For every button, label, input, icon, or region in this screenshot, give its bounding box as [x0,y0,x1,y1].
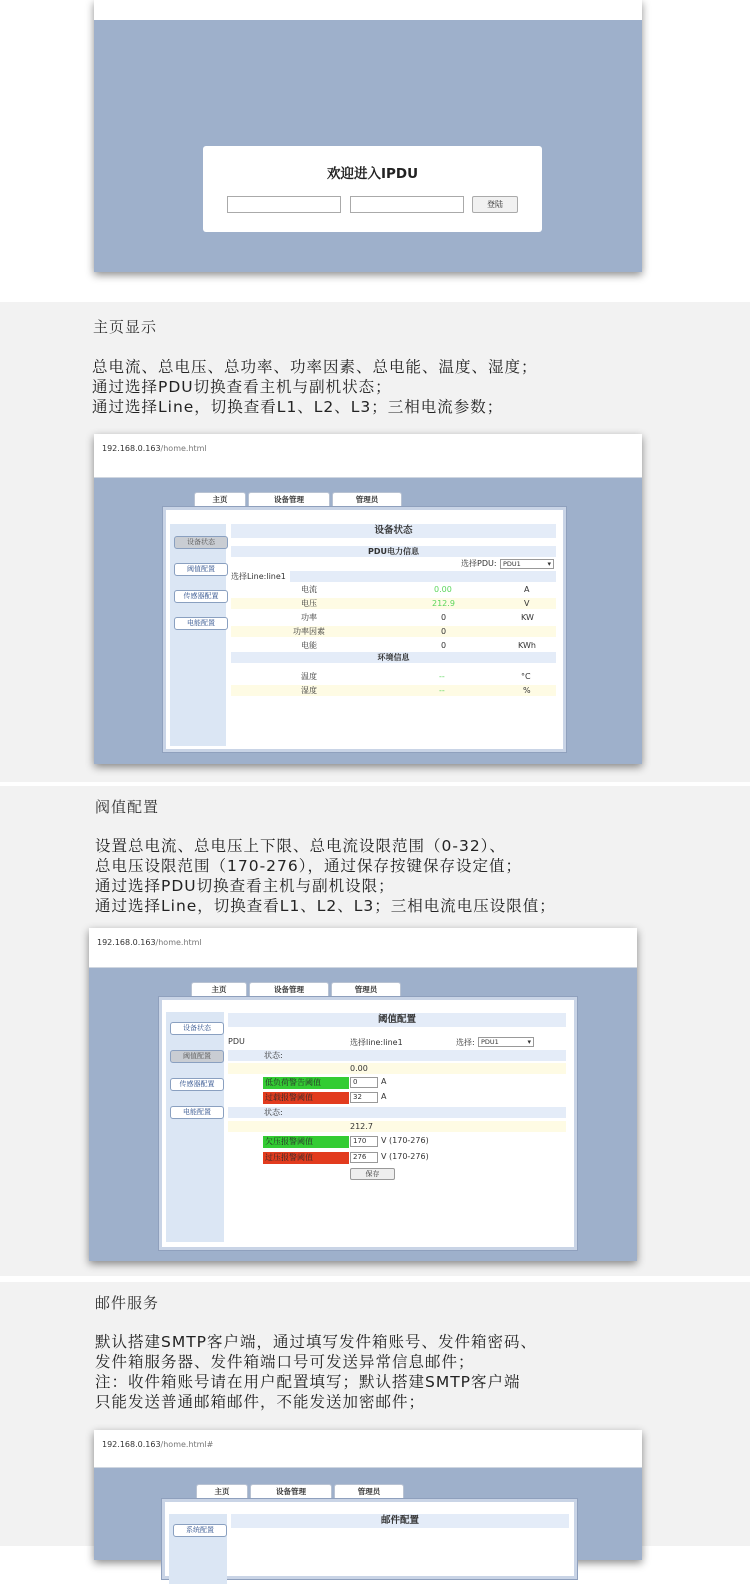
sidebar-item-energy[interactable]: 电能配置 [170,1106,224,1119]
desc-line: 总电流、总电压、总功率、功率因素、总电能、温度、湿度； [92,358,538,376]
tab-admin[interactable]: 管理员 [332,492,402,507]
desc-line: 默认搭建SMTP客户端，通过填写发件箱账号、发件箱密码、 [95,1333,538,1351]
home-screenshot [94,434,642,764]
address-bar [94,1430,642,1468]
desc-line: 通过选择Line，切换查看L1、L2、L3；三相电流参数； [92,398,504,416]
undervolt-unit: V (170-276) [381,1136,429,1145]
overvolt-unit: V (170-276) [381,1152,429,1161]
undervolt-label: 欠压报警阈值 [263,1136,349,1148]
tab-device-management[interactable]: 设备管理 [248,492,330,507]
row-unit: % [523,686,531,695]
pdu-select[interactable]: PDU1 ▾ [478,1037,534,1047]
login-button[interactable]: 登陆 [472,196,518,213]
desc-line: 注：收件箱账号请在用户配置填写；默认搭建SMTP客户端 [95,1373,521,1391]
row-unit: KW [521,613,534,622]
line-row [231,571,556,582]
row-label: 湿度 [301,686,317,695]
sidebar [169,1514,227,1584]
line-label: 选择line:line1 [350,1038,403,1047]
address-path: /home.html [160,444,207,453]
table-row [231,640,556,651]
home-section-desc [92,357,538,417]
current-value: 0.00 [350,1064,368,1073]
sidebar [170,524,226,746]
pdu-select[interactable]: PDU1 ▾ [500,559,554,569]
row-label: 温度 [301,672,317,681]
address-path: /home.html# [160,1440,214,1449]
mail-screenshot [94,1430,642,1560]
login-title: 欢迎进入IPDU [326,166,419,182]
tab-home[interactable]: 主页 [191,982,247,997]
status-row [228,1050,566,1061]
row-value: 0 [441,627,447,636]
save-button[interactable]: 保存 [350,1168,395,1180]
status-header: 设备状态 [231,524,556,538]
row-unit: °C [521,672,531,681]
sidebar-item-threshold[interactable]: 阈值配置 [170,1050,224,1063]
desc-line: 总电压设限范围（170-276），通过保存按键保存设定值； [95,857,523,875]
voltage-value: 212.7 [350,1122,373,1131]
sidebar-item-device-status[interactable]: 设备状态 [174,536,228,549]
row-value: 0 [441,613,447,622]
row-unit: V [524,599,530,608]
tab-home[interactable]: 主页 [194,492,246,507]
sidebar-item-device-status[interactable]: 设备状态 [170,1022,224,1035]
overload-unit: A [381,1092,387,1101]
threshold-content [228,1013,566,1193]
desc-line: 通过选择PDU切换查看主机与副机设限； [95,877,395,895]
tab-home[interactable]: 主页 [196,1484,248,1499]
table-row [231,612,556,623]
overvolt-input[interactable]: 276 [350,1152,378,1163]
mail-section-desc [95,1332,537,1412]
sidebar-item-system-config[interactable]: 系统配置 [173,1524,227,1537]
home-section-title: 主页显示 [93,318,158,336]
sidebar-item-sensor[interactable]: 传感器配置 [174,590,228,603]
mail-content [231,1514,569,1554]
threshold-section-title: 阀值配置 [95,798,160,816]
tab-device-management[interactable]: 设备管理 [250,1484,332,1499]
pdu-info-header: PDU电力信息 [231,546,556,557]
select-pdu-label: 选择PDU: [461,559,497,568]
mail-section [0,1282,750,1546]
line-label: 选择Line:line1 [231,571,290,582]
mail-config-header: 邮件配置 [231,1514,569,1528]
table-row [231,584,556,595]
sidebar-item-energy[interactable]: 电能配置 [174,617,228,630]
sidebar [166,1012,224,1242]
status-content [231,524,556,714]
nav-tabs [196,1484,406,1499]
current-row [228,1063,566,1074]
overload-label: 过载报警阈值 [263,1092,349,1104]
login-top-bar [94,0,642,20]
row-value: 212.9 [432,599,455,608]
tab-device-management[interactable]: 设备管理 [249,982,329,997]
address-bar [94,434,642,478]
username-input[interactable] [227,196,341,213]
threshold-header: 阈值配置 [228,1013,566,1027]
voltage-row [228,1121,566,1132]
env-info-header: 环境信息 [231,652,556,663]
password-input[interactable] [350,196,464,213]
overload-input[interactable]: 32 [350,1092,378,1103]
desc-line: 通过选择PDU切换查看主机与副机状态； [92,378,392,396]
table-row [231,685,556,696]
desc-line: 发件箱服务器、发件箱端口号可发送异常信息邮件； [95,1353,475,1371]
nav-tabs [194,492,404,507]
sidebar-item-sensor[interactable]: 传感器配置 [170,1078,224,1091]
tab-admin[interactable]: 管理员 [331,982,401,997]
status-label: 状态: [264,1108,283,1117]
mail-section-title: 邮件服务 [95,1294,160,1312]
row-label: 功率 [301,613,317,622]
low-load-label: 低负荷警告阈值 [263,1077,349,1089]
row-value: -- [439,672,445,681]
row-value: 0 [441,641,447,650]
nav-tabs [191,982,403,997]
desc-line: 通过选择Line，切换查看L1、L2、L3；三相电流电压设限值； [95,897,556,915]
row-unit: KWh [518,641,536,650]
desc-line: 只能发送普通邮箱邮件，不能发送加密邮件； [95,1393,426,1411]
threshold-screenshot [89,928,637,1261]
desc-line: 设置总电流、总电压上下限、总电流设限范围（0-32）、 [95,837,506,855]
table-row [231,626,556,637]
tab-admin[interactable]: 管理员 [334,1484,404,1499]
row-label: 电流 [301,585,317,594]
row-value: -- [439,686,445,695]
pdu-label: PDU [228,1037,245,1046]
threshold-section [0,786,750,1276]
main-frame [159,997,577,1250]
status-row [228,1107,566,1118]
main-frame [162,1499,577,1579]
threshold-section-desc [95,836,556,916]
login-screenshot [94,0,642,272]
home-section [0,302,750,782]
undervolt-input[interactable]: 170 [350,1136,378,1147]
table-row [231,671,556,682]
address-ip: 192.168.0.163 [102,444,161,453]
low-load-input[interactable]: 0 [350,1077,378,1088]
address-bar [89,928,637,968]
address-ip: 192.168.0.163 [97,938,156,947]
row-label: 电能 [301,641,317,650]
main-frame [163,507,566,752]
overvolt-label: 过压报警阈值 [263,1152,349,1164]
login-box [203,146,542,232]
row-value: 0.00 [434,585,452,594]
select-label: 选择: [456,1038,475,1047]
address-path: /home.html [155,938,202,947]
address-ip: 192.168.0.163 [102,1440,161,1449]
status-label: 状态: [264,1051,283,1060]
row-label: 电压 [301,599,317,608]
row-label: 功率因素 [293,627,325,636]
low-load-unit: A [381,1077,387,1086]
table-row [231,598,556,609]
sidebar-item-threshold[interactable]: 阈值配置 [174,563,228,576]
row-unit: A [524,585,530,594]
